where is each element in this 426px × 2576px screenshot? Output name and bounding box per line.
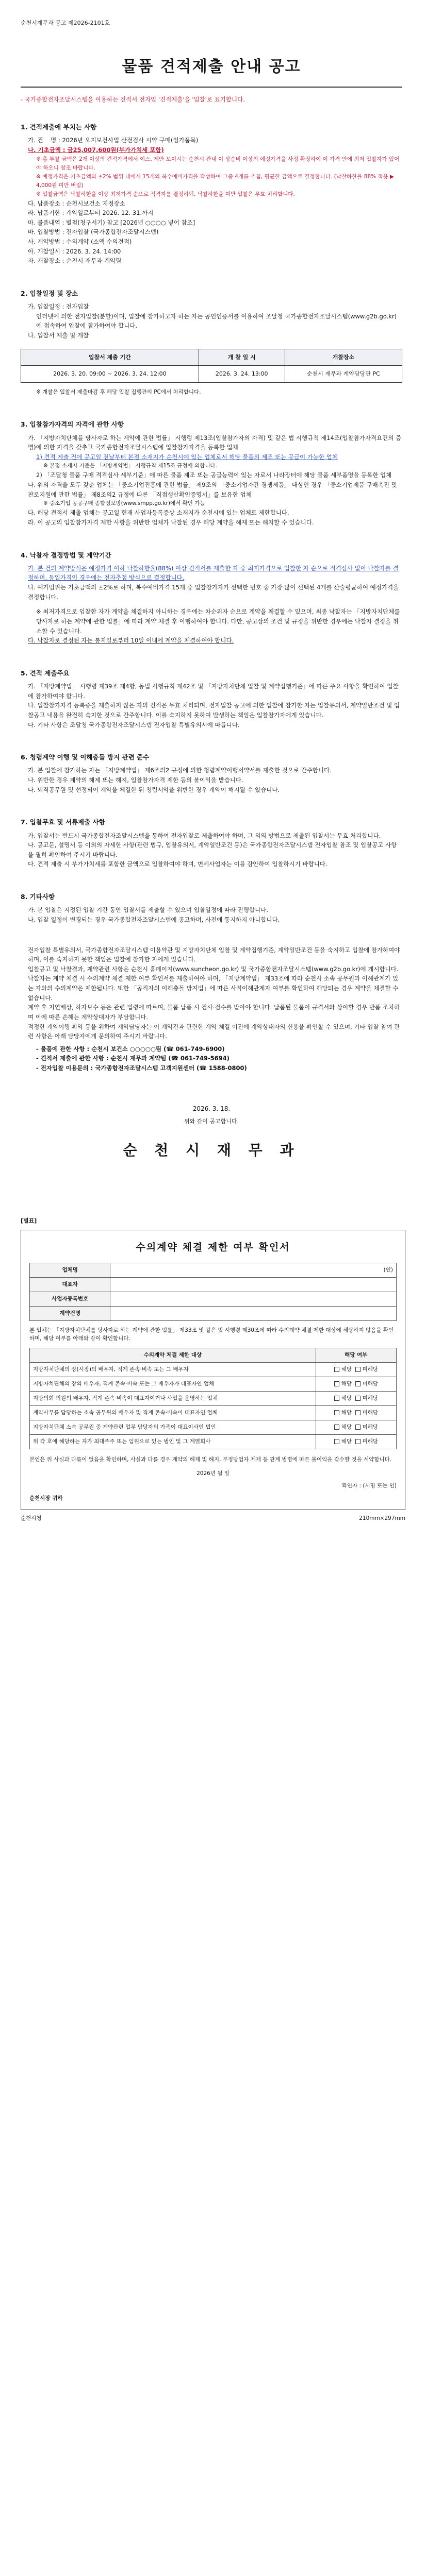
paragraph: 가. 본 입찰에 참가하는 자는 「지방계약법」 제6조의2 규정에 의한 청렴계약이행서약서를 제출한 것으로 간주합니다. <box>28 767 332 774</box>
section-4 <box>21 550 402 646</box>
checkbox-label: 미해당 <box>362 1381 378 1387</box>
issuer-name: 순 천 시 재 무 과 <box>123 1141 300 1159</box>
form-footer <box>21 1514 405 1523</box>
page-title: 물품 견적제출 안내 공고 <box>122 57 301 76</box>
checkbox-label: 미해당 <box>362 1410 378 1416</box>
table-header: 수의계약 체결 제한 대상 <box>30 1348 316 1363</box>
paragraph: 다. 퇴직공무원 및 선정되어 계약을 체결한 뒤 청렴서약을 위반한 경우 계약이 해지될 수 있습니다. <box>28 786 280 793</box>
item: 나. 입찰서 제출 및 개찰 <box>28 332 89 340</box>
paragraph: 나. 위의 자격을 모두 갖춘 업체는 「중소기업진흥에 관한 법률」 제9조의 「중소기업자간 경쟁제품」 대상인 경우 「중소기업제품 구매촉진 및 판로지원에 관한 법률」 제8조의2 규정에 따른 「직접생산확인증명서」를 보유한 업체 <box>28 481 397 498</box>
paragraph: 가. 「지방계약법」 시행령 제39조 제4항, 동법 시행규칙 제42조 및 「지방자치단체 입찰 및 계약집행기준」에 따른 주요 사항을 확인하여 입찰에 참가하여야 합니다. <box>28 683 399 700</box>
form-box <box>21 1230 405 1510</box>
note: ※ 본점 소재지 기준은 「지방계약법」 시행규칙 제15조 규정에 의합니다. <box>43 463 217 469</box>
checkbox-label: 해당 <box>341 1424 352 1431</box>
check-options <box>316 1406 396 1420</box>
paragraph: 다. 견적 제출 시 부가가치세를 포함한 금액으로 입찰하여야 하며, 면세사업자는 이를 감안하여 입찰하시기 바랍니다. <box>28 860 327 868</box>
form-tag: [별표] <box>21 1217 37 1225</box>
company-info-table <box>29 1263 397 1321</box>
table-cell: 2026. 3. 24. 13:00 <box>199 366 285 383</box>
row-value: 전자입찰 (국가종합전자조달시스템) <box>66 228 159 236</box>
form-recipient: 순천시장 귀하 <box>29 1495 63 1502</box>
checkbox[interactable] <box>334 1381 339 1386</box>
award-method: 가. 본 건의 계약방식은 예정가격 이하 낙찰하한율(88%) 이상 견적서를 제출한 자 중 최저가격으로 입찰한 자 순으로 적격심사 없이 낙찰자를 결정하며, 동일가격인 경우에는 전자추첨 방식으로 결정합니다. <box>28 564 399 582</box>
check-item: 지방자치단체의 장(시장)의 배우자, 직계 존속·비속 또는 그 배우자 <box>30 1363 316 1377</box>
check-item: 위 각 호에 해당하는 자가 최대주주 또는 임원으로 있는 법인 및 그 계열회사 <box>30 1435 316 1449</box>
check-item: 계약사무를 담당하는 소속 공무원의 배우자 및 직계 존속·비속이 대표자인 업체 <box>30 1406 316 1420</box>
note: ※ 총 투찰 금액은 2개 이상의 견적가격에서 이스, 제안 보이시는 순천시 관내 이 상승비 이상의 예정가격을 사정 확정하이 이 가격 안에 최저 입찰자가 있어야 하오니 참조 바랍니다. <box>36 156 400 171</box>
item: 가. 입찰일정 : 전자입찰 <box>28 303 89 311</box>
section-heading: 4. 낙찰자 결정방법 및 계약기간 <box>21 551 111 559</box>
paragraph: 낙찰자는 계약 체결 시 수의계약 체결 제한 여부 확인서를 제출하여야 하며, 「지방계약법」 제33조에 따라 순천시 소속 공무원과 이해관계가 있는 자와의 수의계약은 제한됩니다. 또한 「공직자의 이해충돌 방지법」에 따른 사적이해관계자 여부를 확인하여 해당되는 경우 계약을 체결할 수 없습니다. <box>28 975 399 1002</box>
row-label: 나. 기초금액 : <box>28 146 68 154</box>
contact-line: - 견적서 제출에 관한 사항 : 순천시 재무과 계약팀 (☎ 061-749-5694) <box>36 1055 230 1062</box>
paragraph <box>21 636 402 646</box>
title-divider <box>21 87 402 88</box>
info-row <box>21 135 402 145</box>
base-amount: 금25,007,600원(부가가치세 포함) <box>67 146 164 154</box>
checkbox-label: 해당 <box>341 1381 352 1387</box>
row-value: 수의계약 (소액 수의견적) <box>66 238 132 246</box>
table-row <box>30 1435 397 1449</box>
paragraph: 계약 후 지연배상, 하자보수 등은 관련 법령에 따르며, 물품 납품 시 검사·검수를 받아야 합니다. 납품된 물품이 규격서와 상이할 경우 반품 조치하며 이에 따른 손해는 계약상대자가 부담합니다. <box>28 1004 400 1021</box>
document-spacer <box>0 1162 426 1216</box>
table-header-row <box>30 1348 397 1363</box>
check-item: 지방자치단체 소속 공무원 중 계약관련 업무 담당자의 가족이 대표이사인 법인 <box>30 1420 316 1435</box>
paragraph: 나. 공고문, 설명서 등 이외의 자세한 사항(관련 법규, 입찰유의서, 계약일반조건 등)은 국가종합전자조달시스템 전자입찰 참조 및 입찰공고 사항을 필히 확인하여 주시기 바랍니다. <box>28 841 397 858</box>
section-heading: 6. 청렴계약 이행 및 이해충돌 방지 관련 준수 <box>21 753 150 761</box>
section-heading: 1. 견적제출에 부치는 사항 <box>21 123 97 131</box>
paragraph: 가. 「지방자치단체를 당사자로 하는 계약에 관한 법률」 시행령 제13조(입찰참가자의 자격) 및 같은 법 시행규칙 제14조(입찰참가자격요건의 증명)에 의한 자격을 갖추고 국가종합전자조달시스템에 입찰참가자격을 등록한 업체 <box>28 434 402 451</box>
checkbox-label: 미해당 <box>362 1366 378 1373</box>
table-cell[interactable] <box>110 1292 397 1306</box>
checkbox[interactable] <box>334 1410 339 1415</box>
row-label: 자. 개찰장소 : <box>28 257 67 265</box>
paragraph: 입찰공고 및 낙찰결과, 계약관련 사항은 순천시 홈페이지(www.suncheon.go.kr) 및 국가종합전자조달시스템(www.g2b.go.kr)에 게시합니다. <box>28 965 399 973</box>
section-5 <box>21 668 402 730</box>
row-label: 다. 납품장소 : <box>28 199 67 207</box>
row-label: 가. 건 명 : <box>28 137 62 144</box>
section-6 <box>21 752 402 794</box>
paragraph: 다. 기타 사항은 조달청 국가종합전자조달시스템 전자입찰 특별유의서에 따릅니다. <box>28 721 240 728</box>
checkbox[interactable] <box>355 1396 361 1401</box>
table-row <box>30 1292 397 1306</box>
paragraph <box>21 452 402 462</box>
attached-form <box>0 1216 426 1523</box>
checkbox[interactable] <box>355 1439 361 1444</box>
contact-line: - 전자입찰 이용문의 : 국가종합전자조달시스템 고객지원센터 (☎ 1588-0800) <box>36 1064 247 1072</box>
row-label: 사. 계약방법 : <box>28 238 67 246</box>
check-options <box>316 1420 396 1435</box>
form-title: 수의계약 체결 제한 여부 확인서 <box>136 1242 290 1253</box>
table-row <box>30 1277 397 1292</box>
form-pledge: 본인은 위 사실과 다름이 없음을 확인하며, 사실과 다를 경우 계약의 해제 및 해지, 부정당업자 제재 등 관계 법령에 따른 불이익을 감수할 것을 서약합니다. <box>29 1456 392 1463</box>
note: ※ 입찰금액은 낙찰하한율 이상 최저가격 순으로 적격자를 결정하되, 낙찰하한율 미만 입찰은 무효 처리합니다. <box>36 191 295 197</box>
checkbox[interactable] <box>355 1381 361 1386</box>
paragraph: 나. 예가범위는 기초금액의 ±2%로 하며, 복수예비가격 15개 중 입찰참가자가 선택한 번호 중 가장 많이 선택된 4개를 산술평균하여 예정가격을 결정합니다. <box>28 584 399 601</box>
paragraph: 가. 입찰서는 반드시 국가종합전자조달시스템을 통하여 전자입찰로 제출하여야 하며, 그 외의 방법으로 제출된 입찰서는 무효 처리합니다. <box>28 832 381 839</box>
table-row <box>30 1392 397 1406</box>
table-header: 업체명 <box>30 1263 110 1277</box>
section-8 <box>21 892 402 1073</box>
section-heading: 7. 입찰무효 및 서류제출 사항 <box>21 818 105 826</box>
contract-deadline: 다. 낙찰자로 결정된 자는 통지일로부터 10일 이내에 계약을 체결하여야 합니다. <box>28 637 234 645</box>
table-header: 입찰서 제출 기간 <box>21 349 199 366</box>
note: ※ 예정가격은 기초금액의 ±2% 범위 내에서 15개의 복수예비가격을 작성하여 그중 4개를 추첨, 평균한 금액으로 결정합니다. (낙찰하한율 88% 적용 ▶ 4,000원 미만 버림) <box>36 173 395 189</box>
info-row <box>21 227 402 237</box>
notice-date: 2026. 3. 18. <box>192 1105 231 1112</box>
section-3 <box>21 419 402 527</box>
sign-line[interactable]: 확인자 : (서명 또는 인) <box>341 1482 397 1489</box>
intro-note: - 국가종합전자조달시스템을 이용하는 견적서 전자입 '견적제출'을 '입찰'로 표기합니다. <box>21 96 245 104</box>
paragraph: 나. 위반한 경우 계약의 해제 또는 해지, 입찰참가자격 제한 등의 불이익을 받습니다. <box>28 776 243 784</box>
row-value: 순천시 재무과 계약팀 <box>66 257 122 265</box>
row-value: 2026. 3. 24. 14:00 <box>66 247 121 255</box>
checkbox[interactable] <box>355 1410 361 1415</box>
row-value: 별첨(청구서기) 참고 [2026년 ○○○○ 넣어 참조] <box>66 218 195 226</box>
restriction-check-table <box>29 1348 397 1449</box>
table-header: 개찰장소 <box>285 349 402 366</box>
footer-left: 순천시청 <box>21 1515 42 1522</box>
paragraph: 2) 「조달청 물품 구매 적격심사 세부기준」에 따른 물품 제조 또는 공급능력이 있는 자로서 나라장터에 해당 물품 세부품명을 등록한 업체 <box>36 471 392 479</box>
row-label: 아. 개찰일시 : <box>28 247 67 255</box>
table-row <box>30 1263 397 1277</box>
local-requirement: 1) 견적 제출 전에 공고일 전날부터 본점 소재지가 순천시에 있는 업체로서 해당 물품의 제조 또는 공급이 가능한 업체 <box>36 453 338 461</box>
checkbox-label: 해당 <box>341 1410 352 1416</box>
section-7 <box>21 817 402 869</box>
table-header: 개 찰 일 시 <box>199 349 285 366</box>
row-value: 2026년 오지보건사업 산전검사 시약 구매(임가품목) <box>62 137 199 144</box>
check-options <box>316 1377 396 1392</box>
checkbox[interactable] <box>334 1367 339 1372</box>
table-cell[interactable] <box>110 1306 397 1320</box>
paragraph: 전자입찰 특별유의서, 국가종합전자조달시스템 이용약관 및 지방자치단체 입찰 및 계약집행기준, 계약일반조건 등을 숙지하고 입찰에 참가하여야 하며, 이를 숙지하지 못한 책임은 입찰에 참가한 자에게 있습니다. <box>28 946 400 963</box>
checkbox-label: 해당 <box>341 1438 352 1445</box>
contact-line: - 물품에 관한 사항 : 순천시 보건소 ○○○○○팀 (☎ 061-749-6900) <box>36 1045 225 1053</box>
section-heading: 2. 입찰일정 및 장소 <box>21 289 78 297</box>
table-header-row <box>21 349 402 366</box>
paragraph: 다. 해당 견적서 제출 업체는 공고일 현재 사업자등록증상 소재지가 순천시에 있는 업체로 제한합니다. <box>28 509 289 517</box>
section-heading: 3. 입찰참가자격의 자격에 관한 사항 <box>21 420 124 429</box>
table-header: 대표자 <box>30 1277 110 1292</box>
check-options <box>316 1363 396 1377</box>
notice-number: 순천시재무과 공고 제2026-2101호 <box>21 20 110 26</box>
note: ※ 개찰은 입찰서 제출마감 후 해당 입찰 집행관의 PC에서 처리합니다. <box>36 389 201 396</box>
row-label: 마. 물품내역 : <box>28 218 67 226</box>
checkbox-label: 미해당 <box>362 1438 378 1445</box>
info-row <box>21 218 402 228</box>
info-row <box>21 237 402 247</box>
checkbox-label: 미해당 <box>362 1395 378 1402</box>
paragraph: 적정한 계약이행 확약 등을 위하여 계약담당자는 이 계약건과 관련한 계약 체결 이전에 계약상대자의 신용을 확인할 수 있으며, 기타 입찰 참여 관련 사항은 아래 담당자에게 문의하여 주시기 바랍니다. <box>28 1023 400 1040</box>
checkbox-label: 해당 <box>341 1366 352 1373</box>
section-1 <box>21 122 402 266</box>
table-row <box>30 1306 397 1320</box>
footer-right: 210mm×297mm <box>359 1515 405 1522</box>
check-item: 지방자치단체의 장의 배우자, 직계 존속·비속 또는 그 배우자가 대표자인 업체 <box>30 1377 316 1392</box>
check-options <box>316 1392 396 1406</box>
row-label: 라. 납품기한 : <box>28 209 67 217</box>
schedule-table <box>21 349 402 383</box>
paragraph <box>21 564 402 583</box>
info-row <box>21 256 402 266</box>
checkbox[interactable] <box>355 1367 361 1372</box>
info-row <box>21 199 402 209</box>
paragraph: ※ 최저가격으로 입찰한 자가 계약을 체결하지 아니하는 경우에는 차순위자 순으로 계약을 체결할 수 있으며, 최종 낙찰자는 「지방자치단체를 당사자로 하는 계약에 관한 법률」에 따라 계약 체결 후 이행하여야 합니다. 다만, 공고상의 조건 및 규정을 위반한 경우에는 낙찰자 결정을 취소할 수 있습니다. <box>36 608 400 635</box>
row-value: 순천시보건소 지정장소 <box>66 199 125 207</box>
row-value: 계약일로부터 2026. 12. 31.까지 <box>66 209 154 217</box>
check-item: 지방의회 의원의 배우자, 직계 존속·비속이 대표자이거나 사업을 운영하는 업체 <box>30 1392 316 1406</box>
table-row <box>30 1406 397 1420</box>
checkbox-label: 미해당 <box>362 1424 378 1431</box>
table-row <box>30 1377 397 1392</box>
paragraph: 나. 입찰 일정이 변경되는 경우 국가종합전자조달시스템에 공고하며, 사전에 통지하지 아니합니다. <box>28 916 280 923</box>
section-heading: 5. 견적 제출주요 <box>21 669 70 677</box>
table-cell[interactable] <box>110 1277 397 1292</box>
form-intro: 본 업체는 「지방자치단체를 당사자로 하는 계약에 관한 법률」 제33조 및 같은 법 시행령 제30조에 따라 수의계약 체결 제한 대상에 해당하지 않음을 확인하며, 해당 여부를 아래와 같이 확인합니다. <box>29 1327 394 1342</box>
info-row <box>21 208 402 218</box>
checkbox-label: 해당 <box>341 1395 352 1402</box>
section-2 <box>21 289 402 397</box>
table-header: 해당 여부 <box>316 1348 396 1363</box>
paragraph: 인터넷에 의한 전자입찰(분할)이며, 입찰에 참가하고자 하는 자는 공인인증서를 이용하여 조달청 국가종합전자조달시스템(www.g2b.go.kr)에 접속하여 입찰에 참가하여야 합니다. <box>36 312 397 330</box>
info-row <box>21 145 402 155</box>
table-cell[interactable]: (인) <box>110 1263 397 1277</box>
table-header: 사업자등록번호 <box>30 1292 110 1306</box>
checkbox[interactable] <box>355 1425 361 1430</box>
notice-statement: 위와 같이 공고합니다. <box>184 1118 239 1125</box>
table-cell: 2026. 3. 20. 09:00 ~ 2026. 3. 24. 12:00 <box>21 366 199 383</box>
check-options <box>316 1435 396 1449</box>
notice-document <box>0 0 426 1162</box>
paragraph: 가. 본 입찰은 지정된 입찰 기간 동안 입찰서를 제출할 수 있으며 입찰일정에 따라 진행합니다. <box>28 906 268 914</box>
section-heading: 8. 기타사항 <box>21 893 55 901</box>
row-label: 바. 입찰방법 : <box>28 228 67 236</box>
table-row <box>21 366 402 383</box>
paragraph: 나. 입찰참가자격 등록증을 제출하지 않은 자의 견적은 무효 처리되며, 전자입찰 공고에 의한 입찰에 참가한 자는 입찰유의서, 계약일반조건 및 입찰공고 내용을 완전히 숙지한 것으로 간주합니다. 이를 숙지하지 못하여 발생하는 책임은 입찰참가자에게 있습니다. <box>28 702 400 719</box>
checkbox[interactable] <box>334 1396 339 1401</box>
table-cell: 순천시 재무과 계약담당관 PC <box>285 366 402 383</box>
table-row <box>30 1363 397 1377</box>
note: ※ 중소기업 공공구매 종합정보망(www.smpp.go.kr)에서 확인 가능 <box>43 500 205 507</box>
table-header: 계약건명 <box>30 1306 110 1320</box>
info-row <box>21 247 402 257</box>
paragraph: 라. 이 공고의 입찰참가자격 제한 사항을 위반한 업체가 낙찰된 경우 해당 계약을 해제 또는 해지할 수 있습니다. <box>28 518 314 526</box>
checkbox[interactable] <box>334 1439 339 1444</box>
sign-date: 2026년 월 일 <box>196 1470 230 1477</box>
checkbox[interactable] <box>334 1425 339 1430</box>
table-row <box>30 1420 397 1435</box>
